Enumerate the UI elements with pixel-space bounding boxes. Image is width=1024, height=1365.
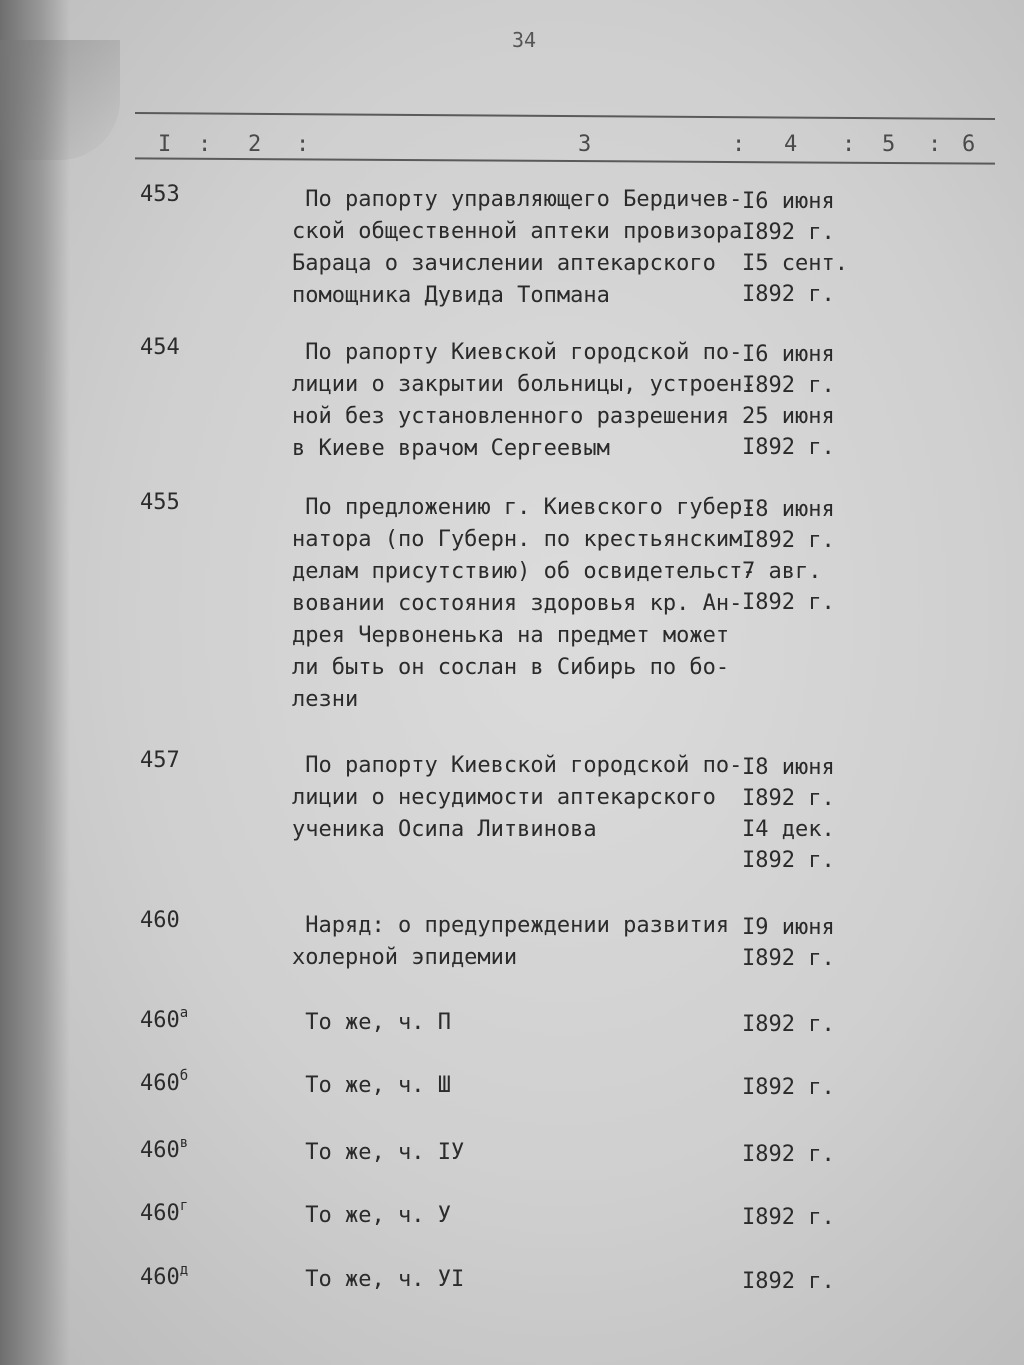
entry-dates: I8 июня I892 г. 7 авг. I892 г. bbox=[742, 497, 835, 615]
column-header: 6 bbox=[962, 132, 976, 157]
entry-description: То же, ч. У bbox=[292, 1203, 451, 1228]
column-header: 2 bbox=[248, 132, 262, 157]
entry-number: 453 bbox=[140, 182, 180, 207]
entry-number-suffix: б bbox=[179, 1068, 189, 1084]
entry-description: То же, ч. П bbox=[292, 1010, 451, 1035]
entry-dates: I892 г. bbox=[742, 1075, 835, 1100]
page-number: 34 bbox=[512, 28, 537, 52]
entry-description: То же, ч. УI bbox=[292, 1267, 465, 1292]
column-header: I bbox=[158, 132, 172, 157]
column-separator: : bbox=[928, 132, 942, 157]
entry-dates: I8 июня I892 г. I4 дек. I892 г. bbox=[742, 755, 835, 873]
entry-number: 454 bbox=[140, 335, 180, 360]
entry-dates: I6 июня I892 г. I5 сент. I892 г. bbox=[742, 189, 848, 307]
entry-dates: I9 июня I892 г. bbox=[742, 915, 835, 971]
entry-description: Наряд: о предупреждении развития холерной эпидемии bbox=[292, 913, 730, 970]
entry-description: По рапорту Киевской городской по- лиции о закрытии больницы, устроен- ной без установленного разрешения в Киеве врачом Сергеевым bbox=[292, 340, 756, 461]
entry-description: То же, ч. Ш bbox=[292, 1073, 451, 1098]
entry-dates: I6 июня I892 г. 25 июня I892 г. bbox=[742, 342, 835, 460]
entry-dates: I892 г. bbox=[742, 1269, 835, 1294]
entry-number: 455 bbox=[140, 490, 180, 515]
entry-dates: I892 г. bbox=[742, 1012, 835, 1037]
entry-number-suffix: в bbox=[179, 1135, 189, 1151]
entry-number: $460^в$ bbox=[140, 1135, 189, 1163]
column-separator: : bbox=[732, 132, 746, 157]
column-header: 5 bbox=[882, 132, 896, 157]
entry-number: 457 bbox=[140, 748, 180, 773]
column-header: 3 bbox=[578, 132, 592, 157]
entry-dates: I892 г. bbox=[742, 1205, 835, 1230]
column-separator: : bbox=[296, 132, 310, 157]
column-separator: : bbox=[198, 132, 212, 157]
entry-description: То же, ч. IУ bbox=[292, 1140, 465, 1165]
entry-number: 460 bbox=[140, 908, 180, 933]
entry-description: По предложению г. Киевского губер- натора (по Губерн. по крестьянским делам присутствию) об освидетельст- вовании состояния здоровья кр. Ан- дрея Червоненька на предмет может ли быть он сослан в Сибирь по бо- лезни bbox=[292, 495, 756, 712]
entry-description: По рапорту Киевской городской по- лиции о несудимости аптекарского ученика Осипа Литвинова bbox=[292, 753, 743, 842]
entry-number: $460^г$ bbox=[140, 1198, 189, 1226]
page-bleed-through bbox=[0, 40, 120, 160]
entry-number: $460^а$ bbox=[140, 1005, 189, 1033]
entry-dates: I892 г. bbox=[742, 1142, 835, 1167]
header-bottom-rule bbox=[135, 157, 995, 164]
entry-number-suffix: д bbox=[179, 1262, 189, 1278]
entry-number: $460^д$ bbox=[140, 1262, 189, 1290]
entry-number-suffix: г bbox=[179, 1198, 189, 1214]
page-edge-shadow bbox=[0, 0, 70, 1365]
entry-number-suffix: а bbox=[179, 1005, 189, 1021]
header-top-rule bbox=[135, 112, 995, 120]
column-separator: : bbox=[842, 132, 856, 157]
entry-number: $460^б$ bbox=[140, 1068, 189, 1096]
entry-description: По рапорту управляющего Бердичев- ской общественной аптеки провизора Бараца о зачислении аптекарского помощника Дувида Топмана bbox=[292, 187, 743, 308]
column-header: 4 bbox=[784, 132, 798, 157]
